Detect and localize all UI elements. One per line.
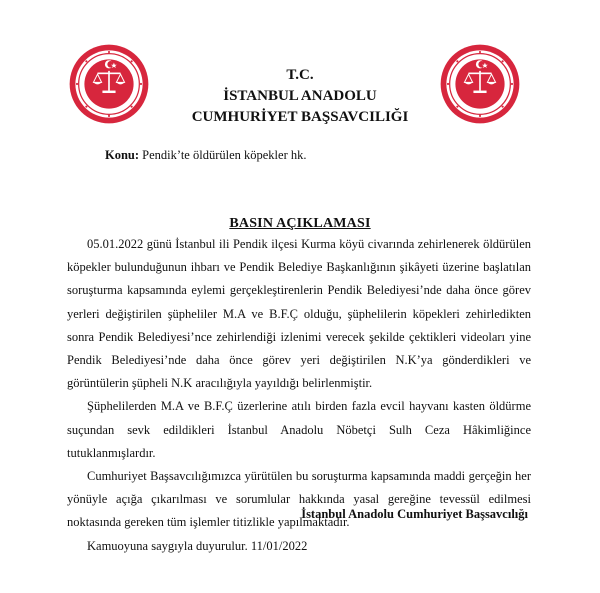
paragraph-3: Cumhuriyet Başsavcılığımızca yürütülen bu soruşturma kapsamında maddi gerçeğin her yönüyle açığa çıkarılması ve sorumlular hakkında yasal gereğine tevessül edilmesi noktasında gereken tüm işlemler titizlikle yapılmaktadır. [67,469,531,530]
subject-line [105,148,307,163]
header-line-tc: T.C. [286,67,314,83]
prosecutor-seal-left-icon [68,43,150,125]
prosecutor-seal-right-icon [439,43,521,125]
paragraph-4: Kamuoyuna saygıyla duyurulur. 11/01/2022 [87,538,308,553]
paragraph-2: Şüphelilerden M.A ve B.F.Ç üzerlerine atılı birden fazla evcil hayvanı kasten öldürme suçundan sevk edildikleri İstanbul Anadolu Nöbetçi Sulh Ceza Hâkimliğince tutuklanmışlardır. [67,399,531,460]
subject-text: Pendik’te öldürülen köpekler hk. [142,148,307,162]
paragraph-1: 05.01.2022 günü İstanbul ili Pendik ilçesi Kurma köyü civarında zehirlenerek öldürülen köpekler bulunduğunun ihbarı ve Pendik Belediye Başkanlığının şikâyeti üzerine başlatılan soruşturma kapsamında eylemi gerçekleştirenlerin Pendik Belediyesi’nde daha önce görev yerleri değiştirilen şüpheliler M.A ve B.F.Ç olduğu, şüphelilerin köpekleri zehirledikten sonra Pendik Belediyesi’nce zehirlendiği izlenimi verecek şekilde çektikleri videoları yine Pendik Belediyesi’nde daha önce görev yeri değiştirilen N.K’ya gönderdikleri ve görüntülerin şüpheli N.K aracılığıyla yayıldığı belirlenmiştir. [67,237,531,391]
subject-label: Konu: [105,148,140,162]
header-line-istanbul-anadolu: İSTANBUL ANADOLU [223,88,377,104]
institution-header [150,65,450,128]
header-line-bassavcilik: CUMHURİYET BAŞSAVCILIĞI [191,109,409,125]
signature-line: İstanbul Anadolu Cumhuriyet Başsavcılığı [301,507,528,521]
document-title: BASIN AÇIKLAMASI [229,216,371,231]
